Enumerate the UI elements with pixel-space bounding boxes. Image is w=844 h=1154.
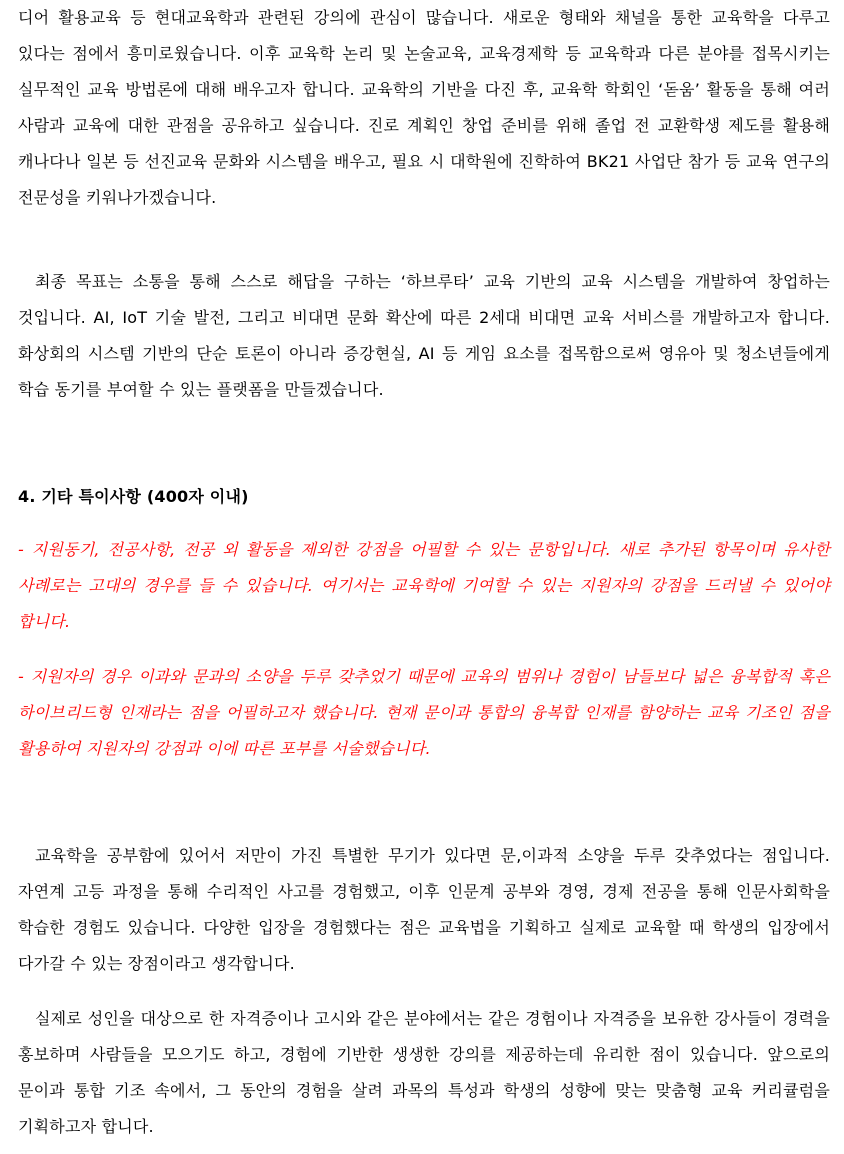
- guide-note-1: - 지원동기, 전공사항, 전공 외 활동을 제외한 강점을 어필할 수 있는 문항입니다. 새로 추가된 항목이며 유사한 사례로는 고대의 경우를 들 수 있습니다. 여기서는 교육학에 기여할 수 있는 지원자의 강점을 드러낼 수 있어야 합니다.: [18, 540, 830, 631]
- body-paragraph-3: 교육학을 공부함에 있어서 저만이 가진 특별한 무기가 있다면 문,이과적 소양을 두루 갖추었다는 점입니다. 자연계 고등 과정을 통해 수리적인 사고를 경험했고, 이후 인문계 공부와 경영, 경제 전공을 통해 인문사회학을 학습한 경험도 있습니다. 다양한 입장을 경험했다는 점은 교육법을 기획하고 실제로 교육할 때 학생의 입장에서 다가갈 수 있는 장점이라고 생각합니다.: [18, 846, 830, 973]
- section-heading: 4. 기타 특이사항 (400자 이내): [18, 487, 249, 506]
- body-paragraph-2: 최종 목표는 소통을 통해 스스로 해답을 구하는 ‘하브루타’ 교육 기반의 교육 시스템을 개발하여 창업하는 것입니다. AI, IoT 기술 발전, 그리고 비대면 문화 확산에 따른 2세대 비대면 교육 서비스를 개발하고자 합니다. 화상회의 시스템 기반의 단순 토론이 아니라 증강현실, AI 등 게임 요소를 접목함으로써 영유아 및 청소년들에게 학습 동기를 부여할 수 있는 플랫폼을 만들겠습니다.: [18, 272, 830, 399]
- body-paragraph-1: 디어 활용교육 등 현대교육학과 관련된 강의에 관심이 많습니다. 새로운 형태와 채널을 통한 교육학을 다루고 있다는 점에서 흥미로웠습니다. 이후 교육학 논리 및 논술교육, 교육경제학 등 교육학과 다른 분야를 접목시키는 실무적인 교육 방법론에 대해 배우고자 합니다. 교육학의 기반을 다진 후, 교육학 학회인 ‘돋움’ 활동을 통해 여러 사람과 교육에 대한 관점을 공유하고 싶습니다. 진로 계획인 창업 준비를 위해 졸업 전 교환학생 제도를 활용해 캐나다나 일본 등 선진교육 문화와 시스템을 배우고, 필요 시 대학원에 진학하여 BK21 사업단 참가 등 교육 연구의 전문성을 키워나가겠습니다.: [18, 8, 830, 207]
- body-paragraph-4: 실제로 성인을 대상으로 한 자격증이나 고시와 같은 분야에서는 같은 경험이나 자격증을 보유한 강사들이 경력을 홍보하며 사람들을 모으기도 하고, 경험에 기반한 생생한 강의를 제공하는데 유리한 점이 있습니다. 앞으로의 문이과 통합 기조 속에서, 그 동안의 경험을 살려 과목의 특성과 학생의 성향에 맞는 맞춤형 교육 커리큘럼을 기획하고자 합니다.: [18, 1009, 830, 1136]
- guide-note-2: - 지원자의 경우 이과와 문과의 소양을 두루 갖추었기 때문에 교육의 범위나 경험이 남들보다 넓은 융복합적 혹은 하이브리드형 인재라는 점을 어필하고자 했습니다. 현재 문이과 통합의 융복합 인재를 함양하는 교육 기조인 점을 활용하여 지원자의 강점과 이에 따른 포부를 서술했습니다.: [18, 667, 830, 758]
